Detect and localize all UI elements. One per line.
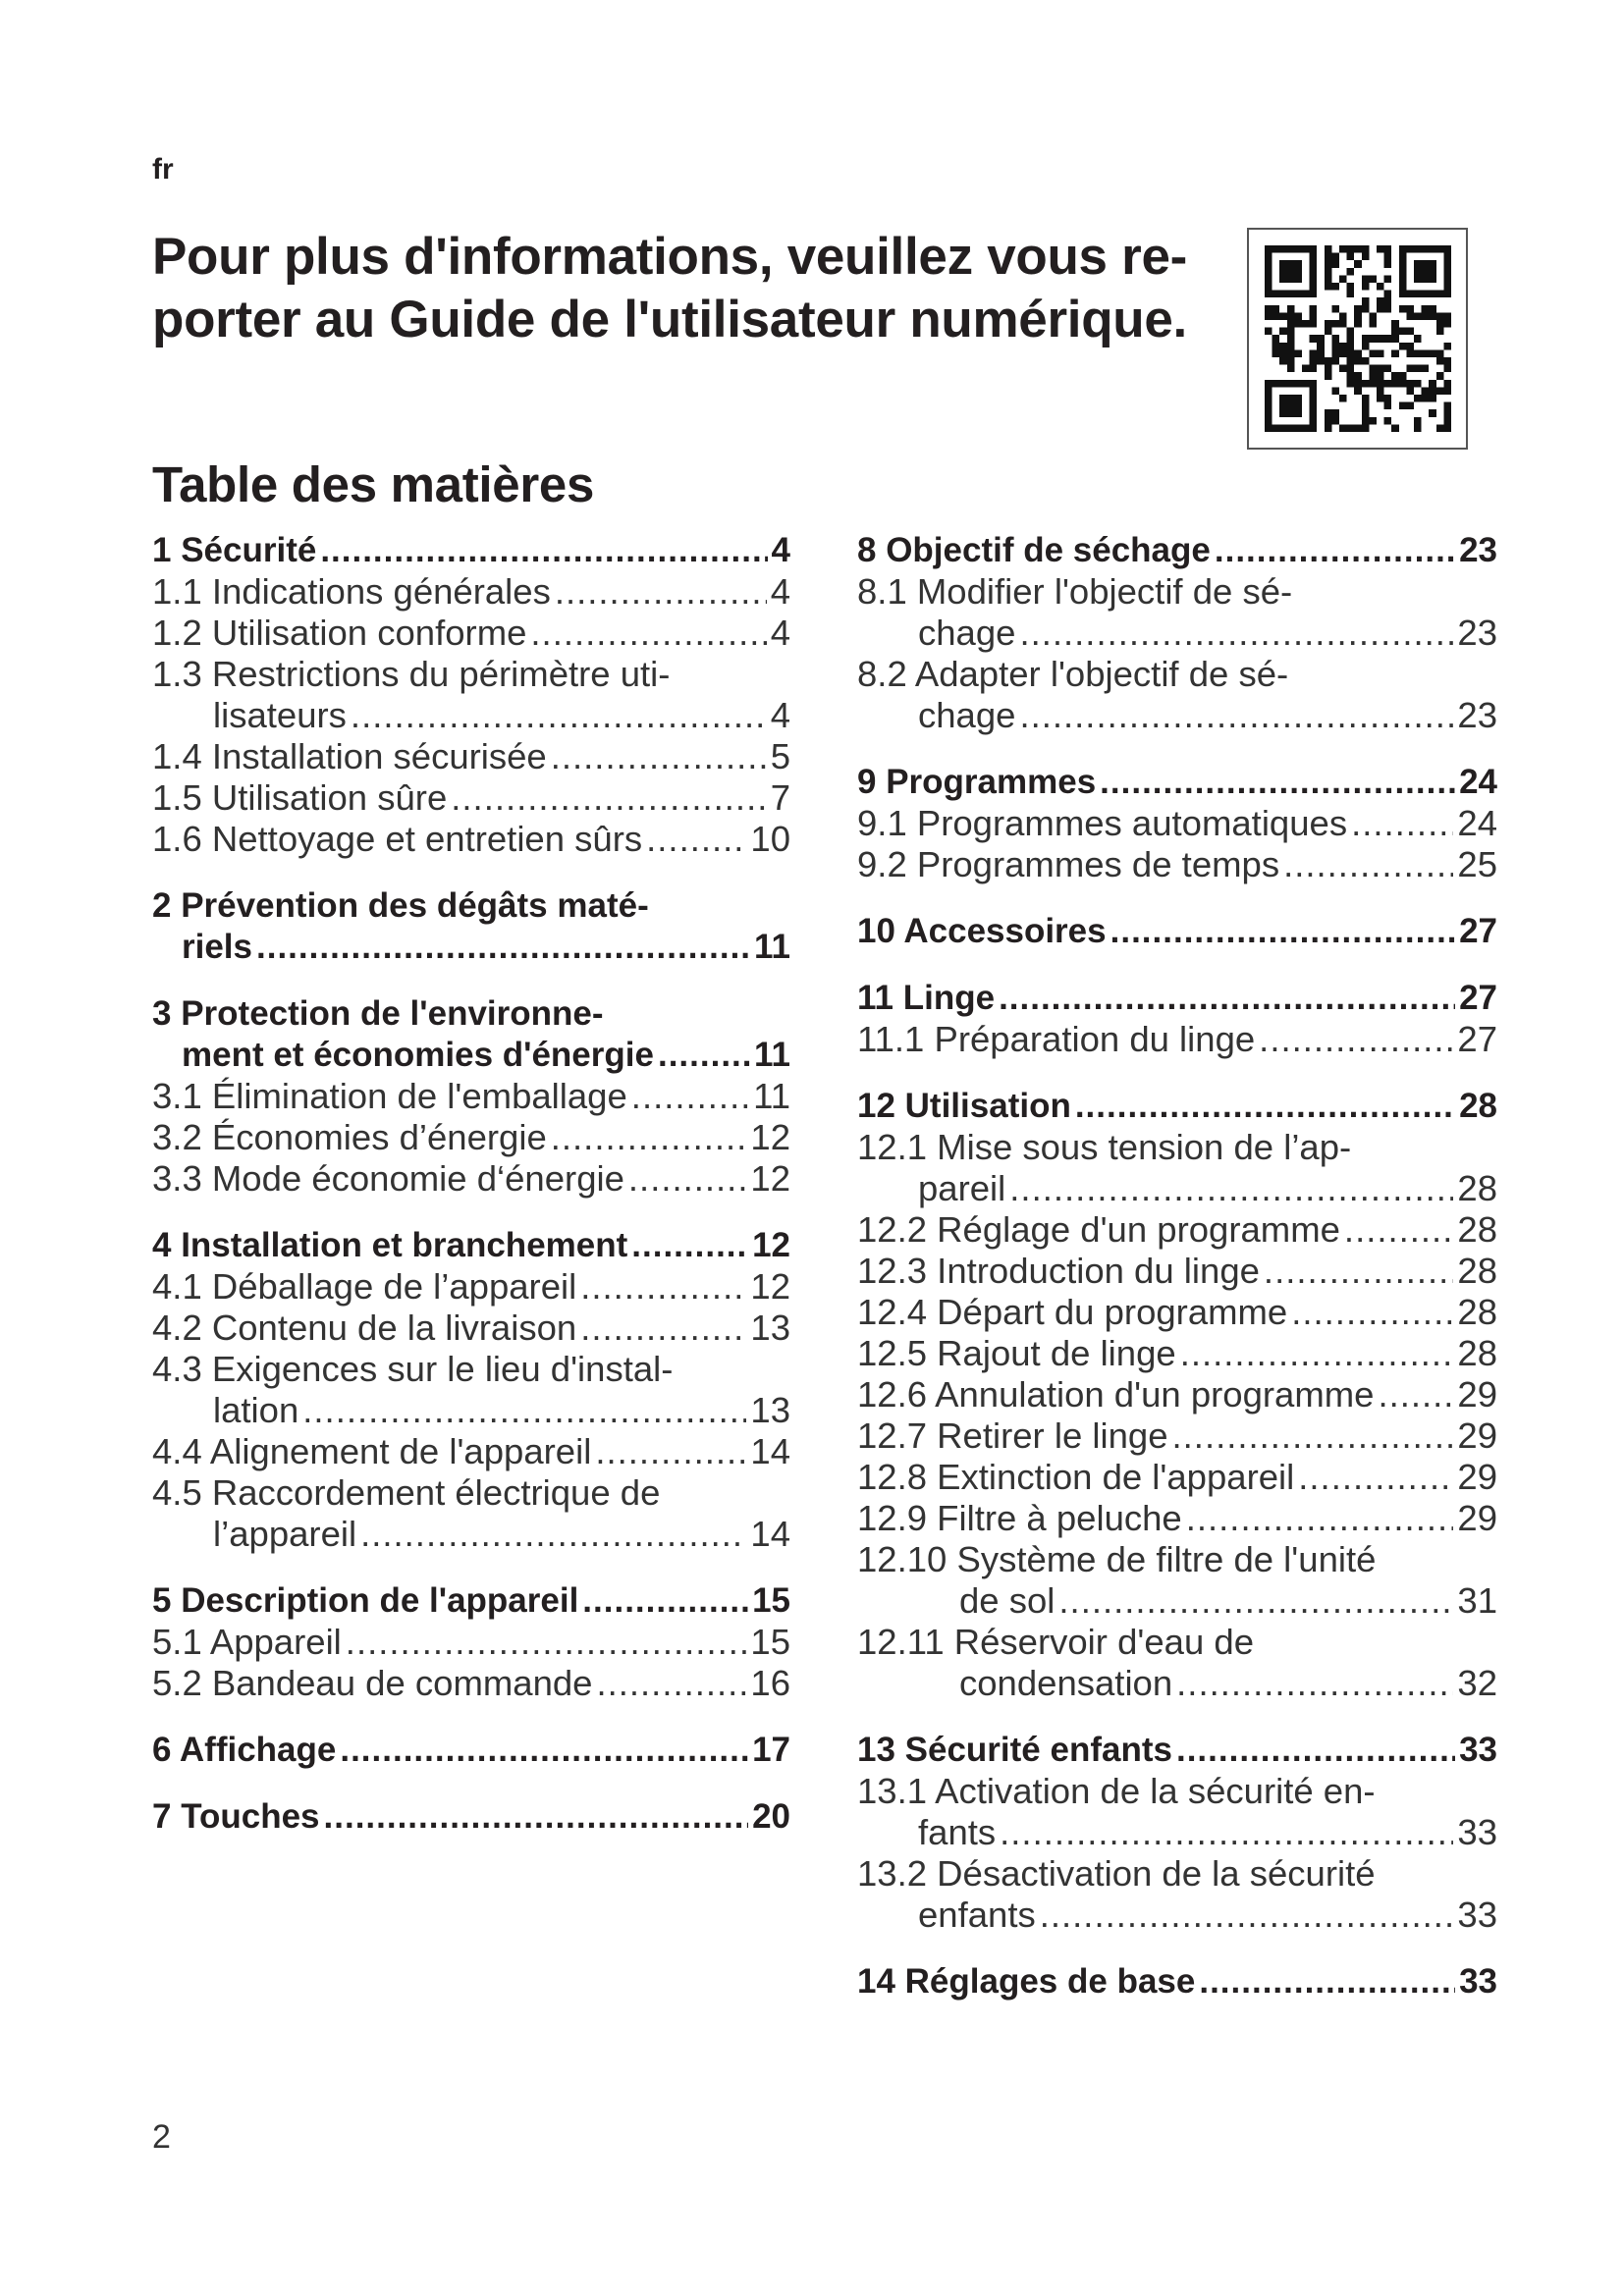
toc-chapter	[152, 1730, 790, 1771]
toc-page-number: 4	[770, 695, 790, 735]
toc-section	[152, 1622, 790, 1663]
toc-entry-title: 1.6 Nettoyage et entretien sûrs	[152, 819, 643, 859]
dot-leader	[1215, 530, 1455, 571]
dot-leader	[1344, 1209, 1453, 1251]
toc-section	[857, 1457, 1497, 1498]
toc-section	[857, 654, 1497, 736]
toc-entry-title: 3.2 Économies d’énergie	[152, 1117, 547, 1157]
dot-leader	[1264, 1251, 1453, 1292]
toc-chapter	[152, 1580, 790, 1622]
dot-leader	[551, 736, 767, 777]
toc-entry-title: 4.5 Raccordement électrique de	[152, 1472, 661, 1513]
toc-section	[857, 1498, 1497, 1539]
toc-chapter	[152, 530, 790, 571]
toc-entry-title: 3.3 Mode économie d‘énergie	[152, 1158, 624, 1199]
toc-section	[152, 1349, 790, 1431]
toc-page-number: 28	[1457, 1168, 1497, 1208]
toc-chapter	[152, 1225, 790, 1266]
dot-leader	[351, 695, 767, 736]
dot-leader	[1199, 1961, 1455, 2002]
toc-entry-title: 12.8 Extinction de l'appareil	[857, 1457, 1295, 1497]
toc-section	[152, 819, 790, 860]
toc-section	[857, 571, 1497, 654]
toc-section	[152, 1663, 790, 1704]
toc-entry-title: 9 Programmes	[857, 763, 1097, 801]
dot-leader	[1040, 1895, 1454, 1936]
toc-entry-title: 12 Utilisation	[857, 1087, 1071, 1125]
toc-entry-title: 4 Installation et branchement	[152, 1226, 628, 1264]
toc-title: Table des matières	[152, 456, 595, 512]
dot-leader	[302, 1390, 746, 1431]
toc-page-number: 24	[1457, 803, 1497, 843]
toc-section	[857, 1415, 1497, 1457]
page-number: 2	[152, 2118, 171, 2156]
toc-section	[152, 1266, 790, 1308]
toc-entry-title: 5.2 Bandeau de commande	[152, 1663, 593, 1703]
dot-leader	[324, 1796, 749, 1838]
toc-entry-title: 12.5 Rajout de linge	[857, 1333, 1176, 1373]
toc-section	[857, 844, 1497, 885]
toc-chapter	[857, 978, 1497, 1019]
toc-entry-title: de sol	[959, 1580, 1056, 1621]
dot-leader	[451, 777, 766, 819]
dot-leader	[582, 1580, 748, 1622]
dot-leader	[1351, 803, 1453, 844]
toc-entry-title: 4.2 Contenu de la livraison	[152, 1308, 577, 1348]
toc-page-number: 13	[750, 1390, 790, 1430]
toc-entry-title: 5 Description de l'appareil	[152, 1581, 579, 1620]
toc-page-number: 33	[1457, 1812, 1497, 1852]
dot-leader	[646, 819, 746, 860]
dot-leader	[1176, 1730, 1455, 1771]
toc-chapter	[857, 1086, 1497, 1127]
dot-leader	[999, 978, 1455, 1019]
dot-leader	[595, 1431, 746, 1472]
dot-leader	[631, 1225, 748, 1266]
dot-leader	[1009, 1168, 1453, 1209]
toc-entry-title: 7 Touches	[152, 1797, 320, 1836]
toc-page-number: 11	[754, 928, 790, 966]
dot-leader	[346, 1622, 747, 1663]
toc-page-number: 11	[753, 1076, 790, 1116]
dot-leader	[1058, 1580, 1453, 1622]
toc-entry-title: ment et économies d'énergie	[182, 1036, 654, 1074]
dot-leader	[530, 613, 766, 654]
toc-entry-title: 12.4 Départ du programme	[857, 1292, 1288, 1332]
toc-entry-title: 12.11 Réservoir d'eau de	[857, 1622, 1254, 1662]
toc-section	[152, 654, 790, 736]
dot-leader	[1075, 1086, 1455, 1127]
toc-entry-title: 12.1 Mise sous tension de l’ap-	[857, 1127, 1352, 1167]
toc-entry-title: 1.1 Indications générales	[152, 571, 551, 612]
toc-section	[857, 1622, 1497, 1704]
toc-page-number: 33	[1459, 1731, 1497, 1769]
toc-entry-title: 13 Sécurité enfants	[857, 1731, 1172, 1769]
toc-entry-title: 1.2 Utilisation conforme	[152, 613, 527, 653]
toc-entry-title: 12.3 Introduction du linge	[857, 1251, 1260, 1291]
toc-entry-title: pareil	[918, 1168, 1006, 1208]
toc-page-number: 7	[770, 777, 790, 818]
dot-leader	[1172, 1415, 1454, 1457]
toc-section	[857, 803, 1497, 844]
toc-page-number: 23	[1457, 695, 1497, 735]
toc-entry-title: 10 Accessoires	[857, 912, 1107, 950]
toc-chapter	[152, 885, 790, 968]
toc-chapter	[857, 1961, 1497, 2002]
toc-section	[857, 1333, 1497, 1374]
toc-section	[152, 1158, 790, 1200]
toc-section	[857, 1539, 1497, 1622]
dot-leader	[1186, 1498, 1454, 1539]
toc-section	[857, 1251, 1497, 1292]
toc-entry-title: 9.2 Programmes de temps	[857, 844, 1280, 884]
dot-leader	[580, 1308, 746, 1349]
toc-entry-title: 12.6 Annulation d'un programme	[857, 1374, 1375, 1415]
toc-section	[857, 1209, 1497, 1251]
toc-entry-title: 1.4 Installation sécurisée	[152, 736, 547, 776]
toc-section	[857, 1853, 1497, 1936]
dot-leader	[1298, 1457, 1453, 1498]
toc-entry-title: 9.1 Programmes automatiques	[857, 803, 1348, 843]
toc-entry-title: 11.1 Préparation du linge	[857, 1019, 1256, 1059]
toc-page-number: 33	[1457, 1895, 1497, 1935]
toc-entry-title: 8.1 Modifier l'objectif de sé-	[857, 571, 1293, 612]
toc-entry-title: 8.2 Adapter l'objectif de sé-	[857, 654, 1289, 694]
toc-page-number: 4	[770, 613, 790, 653]
toc-section	[152, 571, 790, 613]
qr-code-icon	[1265, 245, 1451, 432]
toc-page-number: 31	[1457, 1580, 1497, 1621]
toc-entry-title: 4.4 Alignement de l'appareil	[152, 1431, 592, 1471]
toc-section	[152, 1117, 790, 1158]
toc-column-right	[857, 530, 1497, 2002]
headline-line: porter au Guide de l'utilisateur numérique.	[152, 291, 1187, 348]
toc-entry-title: riels	[182, 928, 252, 966]
toc-page-number: 28	[1459, 1087, 1497, 1125]
toc-page-number: 12	[750, 1158, 790, 1199]
dot-leader	[596, 1663, 746, 1704]
toc-entry-title: 13.1 Activation de la sécurité en-	[857, 1771, 1376, 1811]
dot-leader	[1110, 911, 1455, 952]
dot-leader	[1100, 762, 1455, 803]
toc-page-number: 12	[750, 1117, 790, 1157]
toc-page-number: 29	[1457, 1415, 1497, 1456]
dot-leader	[1000, 1812, 1453, 1853]
toc-page-number: 10	[750, 819, 790, 859]
toc-chapter	[857, 911, 1497, 952]
dot-leader	[628, 1158, 746, 1200]
toc-entry-title: 1.5 Utilisation sûre	[152, 777, 448, 818]
dot-leader	[1019, 695, 1453, 736]
toc-page-number: 16	[750, 1663, 790, 1703]
toc-entry-title: 6 Affichage	[152, 1731, 337, 1769]
qr-code	[1247, 228, 1468, 450]
toc-entry-title: 5.1 Appareil	[152, 1622, 342, 1662]
toc-page-number: 12	[752, 1226, 790, 1264]
language-code: fr	[152, 153, 174, 186]
toc-page-number: 28	[1457, 1292, 1497, 1332]
toc-entry-title: condensation	[959, 1663, 1173, 1703]
dot-leader	[555, 571, 767, 613]
toc-page-number: 14	[750, 1431, 790, 1471]
toc-section	[857, 1127, 1497, 1209]
toc-entry-title: 12.7 Retirer le linge	[857, 1415, 1168, 1456]
toc-page-number: 17	[752, 1731, 790, 1769]
toc-page-number: 15	[752, 1581, 790, 1620]
dot-leader	[1019, 613, 1453, 654]
toc-section	[152, 777, 790, 819]
dot-leader	[1259, 1019, 1453, 1060]
toc-page-number: 23	[1457, 613, 1497, 653]
toc-column-left	[152, 530, 790, 1838]
toc-entry-title: 3.1 Élimination de l'emballage	[152, 1076, 627, 1116]
toc-section	[857, 1374, 1497, 1415]
toc-entry-title: enfants	[918, 1895, 1036, 1935]
toc-page-number: 27	[1457, 1019, 1497, 1059]
toc-page-number: 11	[754, 1036, 790, 1074]
toc-page-number: 20	[752, 1797, 790, 1836]
toc-section	[152, 1431, 790, 1472]
toc-page-number: 4	[771, 531, 790, 569]
toc-page-number: 15	[750, 1622, 790, 1662]
toc-page-number: 4	[770, 571, 790, 612]
toc-chapter	[857, 1730, 1497, 1771]
toc-page-number: 27	[1459, 912, 1497, 950]
toc-entry-title: 1.3 Restrictions du périmètre uti-	[152, 654, 671, 694]
toc-entry-title: 12.10 Système de filtre de l'unité	[857, 1539, 1377, 1579]
headline-line: Pour plus d'informations, veuillez vous re-	[152, 228, 1187, 286]
toc-entry-title: 11 Linge	[857, 979, 996, 1017]
toc-entry-title: 8 Objectif de séchage	[857, 531, 1211, 569]
toc-entry-title: lisateurs	[213, 695, 347, 735]
toc-section	[152, 736, 790, 777]
toc-page-number: 29	[1457, 1457, 1497, 1497]
toc-page-number: 23	[1459, 531, 1497, 569]
toc-page-number: 5	[770, 736, 790, 776]
dot-leader	[1283, 844, 1453, 885]
toc-page-number: 28	[1457, 1251, 1497, 1291]
toc-section	[152, 613, 790, 654]
dot-leader	[1176, 1663, 1453, 1704]
toc-chapter	[152, 1796, 790, 1838]
toc-entry-title: 12.9 Filtre à peluche	[857, 1498, 1182, 1538]
dot-leader	[580, 1266, 746, 1308]
toc-section	[857, 1771, 1497, 1853]
dot-leader	[360, 1514, 746, 1555]
toc-section	[857, 1019, 1497, 1060]
toc-section	[152, 1472, 790, 1555]
toc-entry-title: 4.1 Déballage de l’appareil	[152, 1266, 577, 1307]
toc-page-number: 32	[1457, 1663, 1497, 1703]
toc-entry-title: chage	[918, 695, 1016, 735]
toc-chapter	[152, 993, 790, 1076]
toc-page-number: 14	[750, 1514, 790, 1554]
toc-chapter	[857, 530, 1497, 571]
dot-leader	[658, 1035, 750, 1076]
toc-page-number: 27	[1459, 979, 1497, 1017]
toc-entry-title: 1 Sécurité	[152, 531, 317, 569]
dot-leader	[1378, 1374, 1453, 1415]
toc-entry-title: 13.2 Désactivation de la sécurité	[857, 1853, 1376, 1894]
toc-entry-title: fants	[918, 1812, 997, 1852]
toc-page-number: 29	[1457, 1498, 1497, 1538]
toc-entry-title: 12.2 Réglage d'un programme	[857, 1209, 1340, 1250]
toc-page-number: 13	[750, 1308, 790, 1348]
toc-entry-title: l’appareil	[213, 1514, 357, 1554]
toc-page-number: 28	[1457, 1333, 1497, 1373]
toc-entry-title: 14 Réglages de base	[857, 1962, 1196, 2001]
toc-page-number: 24	[1459, 763, 1497, 801]
toc-entry-title: chage	[918, 613, 1016, 653]
toc-chapter	[857, 762, 1497, 803]
dot-leader	[551, 1117, 747, 1158]
dot-leader	[1291, 1292, 1453, 1333]
toc-page-number: 33	[1459, 1962, 1497, 2001]
dot-leader	[256, 927, 750, 968]
dot-leader	[1180, 1333, 1454, 1374]
toc-entry-title: 3 Protection de l'environne-	[152, 994, 604, 1033]
headline	[152, 226, 1193, 351]
toc-page-number: 25	[1457, 844, 1497, 884]
toc-page-number: 28	[1457, 1209, 1497, 1250]
toc-entry-title: 4.3 Exigences sur le lieu d'instal-	[152, 1349, 674, 1389]
toc-page-number: 12	[750, 1266, 790, 1307]
dot-leader	[631, 1076, 749, 1117]
toc-section	[857, 1292, 1497, 1333]
dot-leader	[340, 1730, 748, 1771]
toc-entry-title: lation	[213, 1390, 299, 1430]
toc-section	[152, 1076, 790, 1117]
toc-entry-title: 2 Prévention des dégâts maté-	[152, 886, 649, 925]
toc-section	[152, 1308, 790, 1349]
toc-page-number: 29	[1457, 1374, 1497, 1415]
dot-leader	[320, 530, 767, 571]
